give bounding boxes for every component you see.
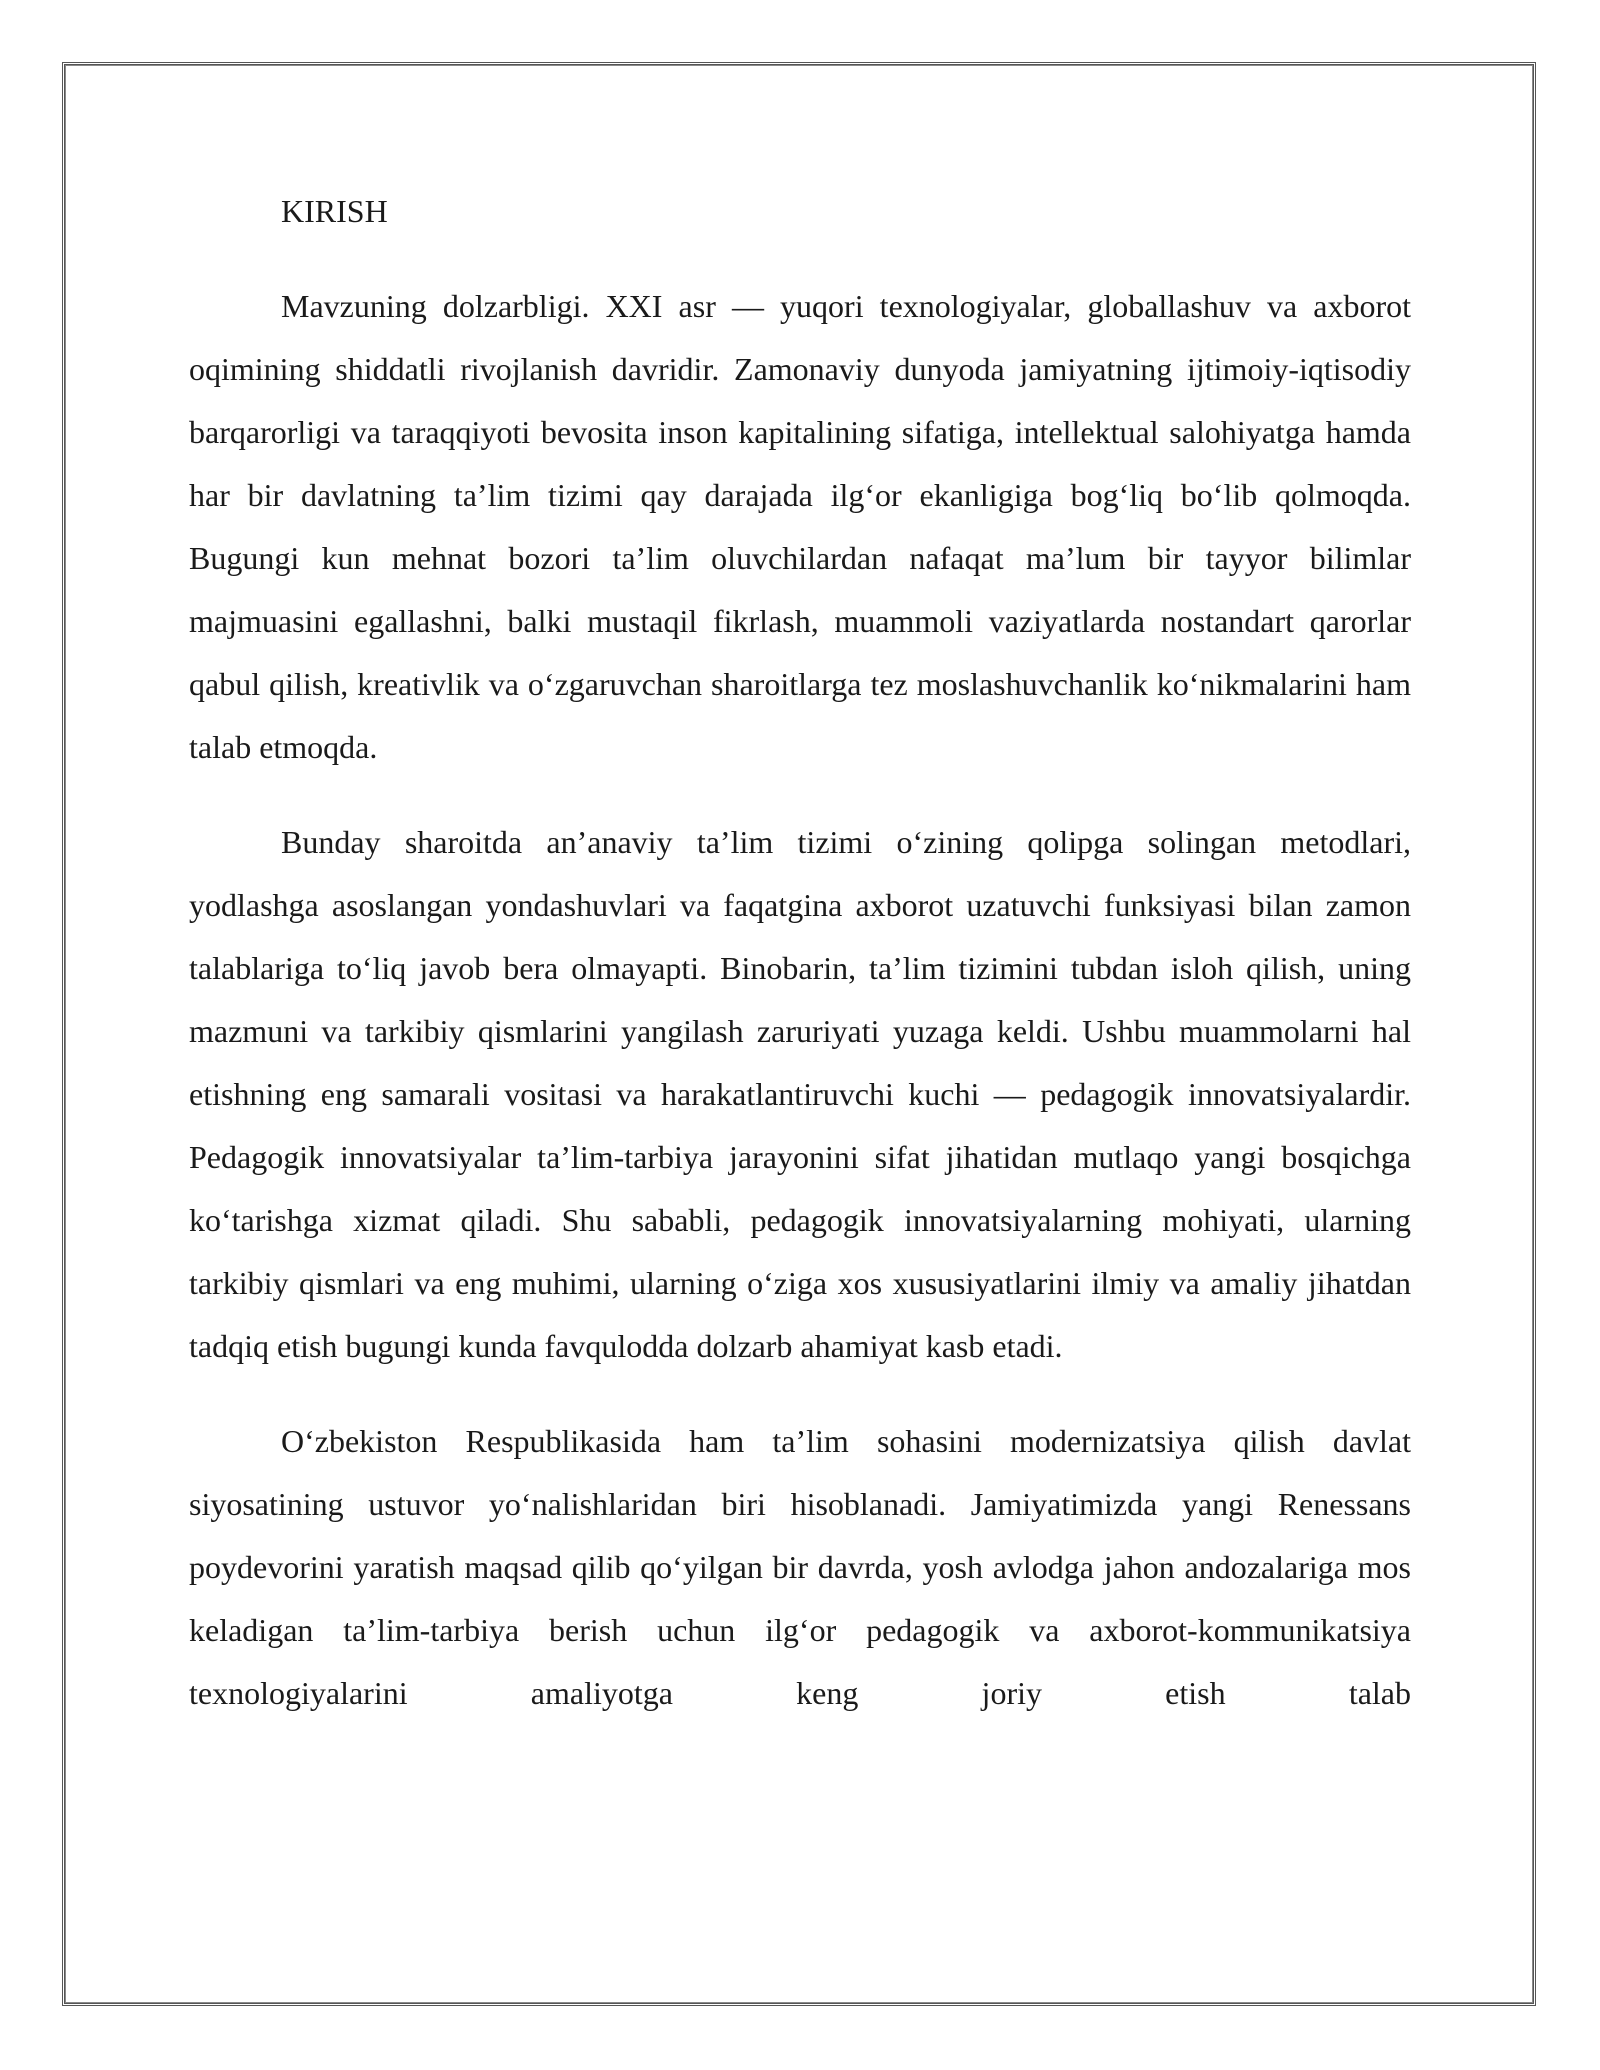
paragraph-traditional-education: Bunday sharoitda an’anaviy ta’lim tizimi o‘zining qolipga solingan metodlari, yodlashga asoslangan yondashuvlari va faqatgina axborot uzatuvchi funksiyasi bilan zamon talablariga to‘liq javob bera olmayapti. Binobarin, ta’lim tizimini tubdan isloh qilish, uning mazmuni va tarkibiy qismlarini yangilash zaruriyati yuzaga keldi. Ushbu muammolarni hal etishning eng samarali vositasi va harakatlantiruvchi kuchi — pedagogik innovatsiyalardir. Pedagogik innovatsiyalar ta’lim-tarbiya jarayonini sifat jihatidan mutlaqo yangi bosqichga ko‘tarishga xizmat qiladi. Shu sababli, pedagogik innovatsiyalarning mohiyati, ularning tarkibiy qismlari va eng muhimi, ularning o‘ziga xos xususiyatlarini ilmiy va amaliy jihatdan tadqiq etish bugungi kunda favqulodda dolzarb ahamiyat kasb etadi.	[189, 824, 1411, 1364]
paragraph-uzbekistan: O‘zbekiston Respublikasida ham ta’lim sohasini modernizatsiya qilish davlat siyosatining ustuvor yo‘nalishlaridan biri hisoblanadi. Jamiyatimizda yangi Renessans poydevorini yaratish maqsad qilib qo‘yilgan bir davrda, yosh avlodga jahon andozalariga mos keladigan ta’lim-tarbiya berish uchun ilg‘or pedagogik va axborot-kommunikatsiya texnologiyalarini amaliyotga keng joriy etish talab	[189, 1423, 1411, 1711]
document-body	[189, 180, 1411, 1725]
section-heading: KIRISH	[281, 193, 388, 229]
paragraph-relevance: Mavzuning dolzarbligi. XXI asr — yuqori texnologiyalar, globallashuv va axborot oqimining shiddatli rivojlanish davridir. Zamonaviy dunyoda jamiyatning ijtimoiy-iqtisodiy barqarorligi va taraqqiyoti bevosita inson kapitalining sifatiga, intellektual salohiyatga hamda har bir davlatning ta’lim tizimi qay darajada ilg‘or ekanligiga bog‘liq bo‘lib qolmoqda. Bugungi kun mehnat bozori ta’lim oluvchilardan nafaqat ma’lum bir tayyor bilimlar majmuasini egallashni, balki mustaqil fikrlash, muammoli vaziyatlarda nostandart qarorlar qabul qilish, kreativlik va o‘zgaruvchan sharoitlarga tez moslashuvchanlik ko‘nikmalarini ham talab etmoqda.	[189, 288, 1411, 765]
